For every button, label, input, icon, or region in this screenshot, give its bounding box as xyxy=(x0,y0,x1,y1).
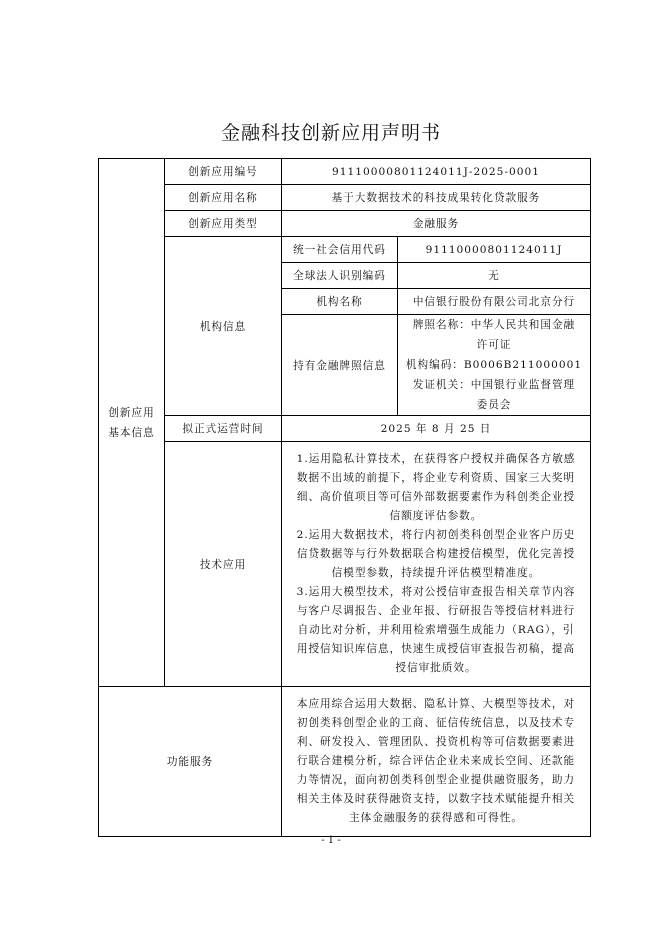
service-label: 功能服务 xyxy=(99,687,282,837)
app-name-label: 创新应用名称 xyxy=(165,185,282,211)
launch-date-value: 2025 年 8 月 25 日 xyxy=(282,416,591,442)
credit-code-value: 91110000801124011J xyxy=(398,237,591,263)
lei-value: 无 xyxy=(398,263,591,289)
org-info-label: 机构信息 xyxy=(165,237,282,416)
license-line: 委员会 xyxy=(476,399,512,411)
tech-line: 细、高价值项目等可信外部数据要素作为科创类企业授 xyxy=(296,491,576,503)
section-label xyxy=(99,159,165,687)
row-service xyxy=(99,687,591,837)
service-value xyxy=(282,687,591,837)
license-line: 机构编码：B0006B211000001 xyxy=(405,359,583,371)
license-label: 持有金融牌照信息 xyxy=(282,315,398,416)
declaration-table xyxy=(98,158,591,837)
tech-line: 3.运用大模型技术，将对公授信审查报告相关章节内容 xyxy=(296,586,576,598)
app-id-label: 创新应用编号 xyxy=(165,159,282,185)
row-app-type xyxy=(99,211,591,237)
org-name-label: 机构名称 xyxy=(282,289,398,315)
service-line: 力等情况，面向初创类科创型企业提供融资服务，助力 xyxy=(296,774,576,786)
row-tech xyxy=(99,442,591,687)
app-id-value: 91110000801124011J-2025-0001 xyxy=(282,159,591,185)
tech-line: 授信审批质效。 xyxy=(395,662,477,674)
tech-line: 信贷数据等与行外数据联合构建授信模型，优化完善授 xyxy=(296,548,576,560)
row-launch-date xyxy=(99,416,591,442)
tech-line: 用授信知识库信息，快速生成授信审查报告初稿，提高 xyxy=(296,643,576,655)
tech-value xyxy=(282,442,591,687)
service-line: 初创类科创型企业的工商、征信传统信息，以及技术专 xyxy=(296,717,576,729)
tech-line: 信模型参数，持续提升评估模型精准度。 xyxy=(331,567,541,579)
tech-line: 1.运用隐私计算技术，在获得客户授权并确保各方敏感 xyxy=(296,453,576,465)
tech-line: 与客户尽调报告、企业年报、行研报告等授信材料进行 xyxy=(296,605,576,617)
service-line: 相关主体及时获得融资支持，以数字技术赋能提升相关 xyxy=(296,793,576,805)
row-app-id xyxy=(99,159,591,185)
license-line: 发证机关：中国银行业监督管理 xyxy=(412,379,576,391)
tech-line: 2.运用大数据技术，将行内初创类科创型企业客户历史 xyxy=(296,529,576,541)
lei-label: 全球法人识别编码 xyxy=(282,263,398,289)
row-app-name xyxy=(99,185,591,211)
service-line: 行联合建模分析，综合评估企业未来成长空间、还款能 xyxy=(296,755,576,767)
tech-line: 信额度评估参数。 xyxy=(389,510,483,522)
section-label-line1: 创新应用 xyxy=(108,406,155,419)
org-name-value: 中信银行股份有限公司北京分行 xyxy=(398,289,591,315)
document-title: 金融科技创新应用声明书 xyxy=(220,122,441,144)
service-line: 利、研发投入、管理团队、投资机构等可信数据要素进 xyxy=(296,736,576,748)
license-line: 牌照名称：中华人民共和国金融 xyxy=(412,319,576,331)
app-type-value: 金融服务 xyxy=(282,211,591,237)
launch-date-label: 拟正式运营时间 xyxy=(165,416,282,442)
license-value xyxy=(398,315,591,416)
credit-code-label: 统一社会信用代码 xyxy=(282,237,398,263)
app-name-value: 基于大数据技术的科技成果转化贷款服务 xyxy=(282,185,591,211)
service-line: 本应用综合运用大数据、隐私计算、大模型等技术，对 xyxy=(296,698,576,710)
section-label-line2: 基本信息 xyxy=(108,426,155,439)
service-line: 主体金融服务的获得感和可得性。 xyxy=(349,812,523,824)
license-line: 许可证 xyxy=(476,339,512,351)
tech-line: 数据不出域的前提下，将企业专利资质、国家三大奖明 xyxy=(296,472,576,484)
row-credit-code xyxy=(99,237,591,263)
app-type-label: 创新应用类型 xyxy=(165,211,282,237)
tech-line: 自动比对分析，并利用检索增强生成能力（RAG），引 xyxy=(297,624,575,636)
page-number: - 1 - xyxy=(321,835,341,846)
tech-label: 技术应用 xyxy=(165,442,282,687)
